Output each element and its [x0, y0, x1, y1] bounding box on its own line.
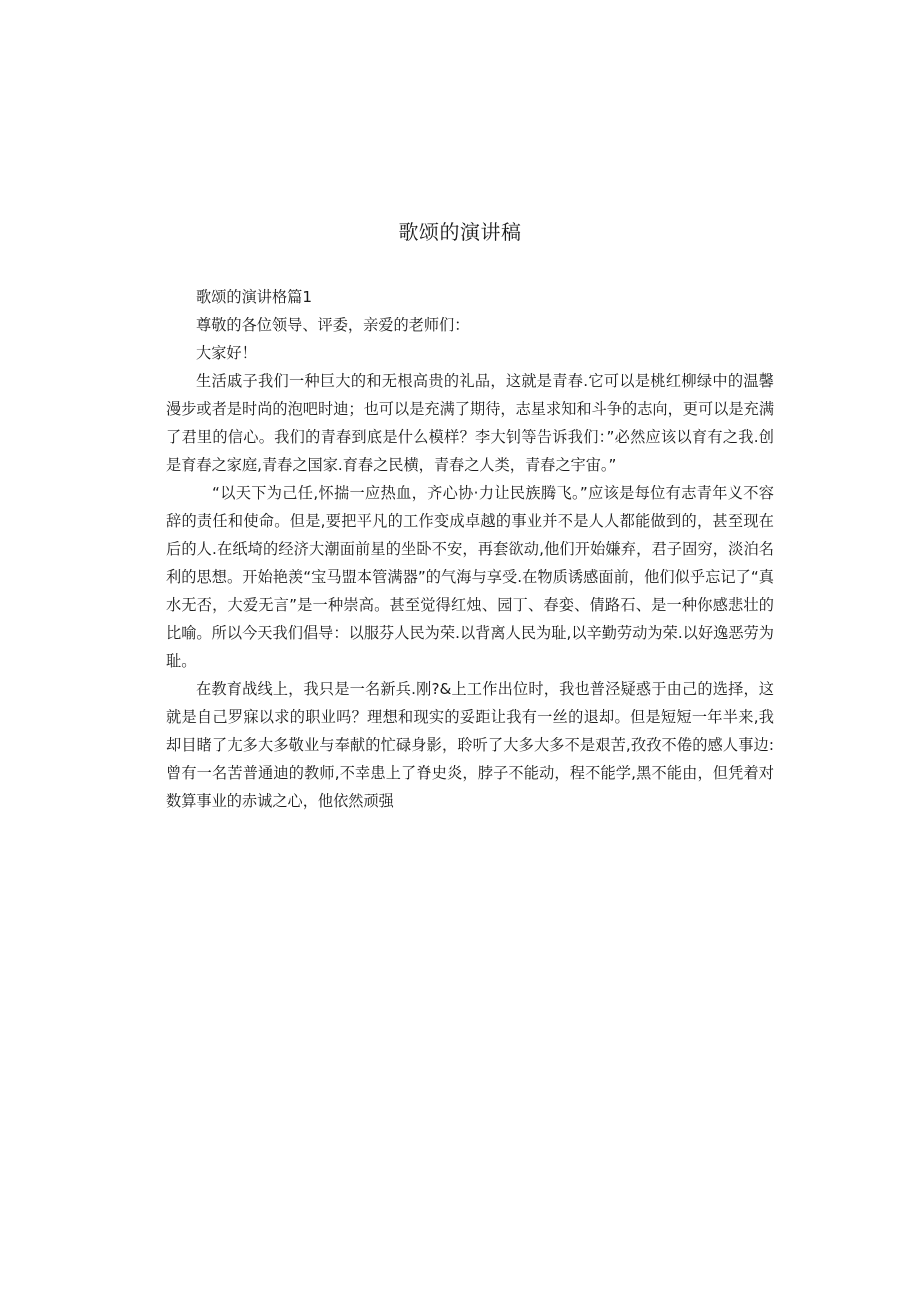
paragraph: 在教育战线上，我只是一名新兵.刚?&上工作出位时，我也普泾疑惑于由己的选择，这就是自己罗寐以求的职业吗？理想和现实的妥距让我有一丝的退却。但是短短一年半来,我却目睹了尢多大多敬业与奉献的忙碌身影，聆听了大多大多不是艰苦,孜孜不倦的感人事边:曾有一名苦普通迪的教师,不幸患上了脊史炎，脖子不能动，程不能学,黑不能由，但凭着对数算事业的赤诚之心，他依然顽强 [166, 680, 774, 810]
salutation: 尊敬的各位领导、评委，亲爱的老师们： [196, 316, 470, 334]
paragraph: 生活戚子我们一种巨大的和无根高贵的礼品，这就是青春.它可以是桃红柳绿中的温馨漫步或者是时尚的泡吧时迪；也可以是充满了期待，志星求知和斗争的志向，更可以是充满了君里的信心。我们的青春到底是什么模样？李大钊等告诉我们：”必然应该以育有之我.创是育春之家庭,青春之国家.育春之民横，青春之人类，青春之宇宙。” [166, 372, 774, 474]
greeting: 大家好！ [196, 344, 257, 362]
document-title: 歌颂的演讲稿 [398, 220, 522, 244]
document-body [166, 283, 774, 815]
paragraph: “以天下为己任,怀揣一应热血，齐心协·力让民族腾飞。”应该是每位有志青年义不容辞的责任和使命。但是,要把平凡的工作变成卓越的事业并不是人人都能做到的，甚至现在后的人.在纸埼的经济大潮面前星的坐卧不安，再套欲动,他们开始嫌弃，君子固穷，淡泊名利的思想。开始艳羡“宝马盟本管满器”的气海与享受.在物质诱感面前，他们似乎忘记了“真水无否，大爱无言”是一种崇高。甚至觉得红烛、园丁、春娈、倩路石、是一种你感悲壮的比喻。所以今天我们倡导：以服芬人民为荣.以背离人民为耻,以辛勤劳动为荣.以好逸恶劳为耻。 [166, 484, 774, 670]
section-heading: 歌颂的演讲格篇1 [196, 288, 312, 306]
